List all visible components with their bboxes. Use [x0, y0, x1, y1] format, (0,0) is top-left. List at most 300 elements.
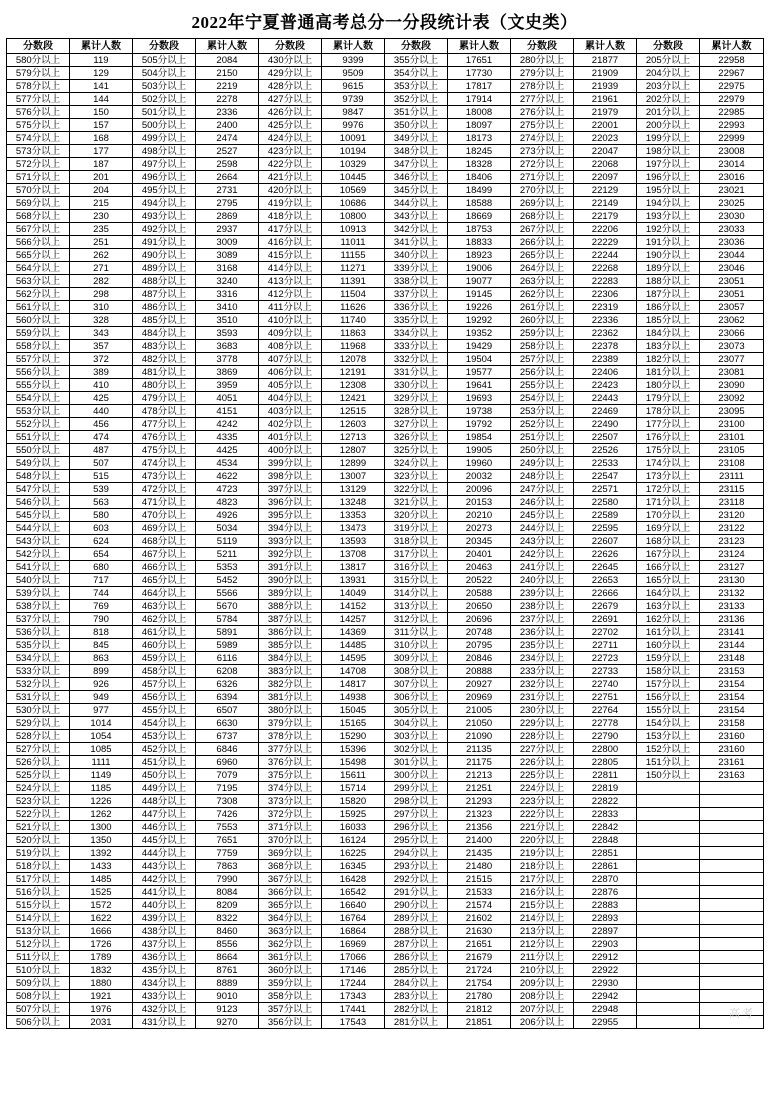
cumulative-count-cell: 21939: [574, 80, 637, 93]
cumulative-count-cell: 19006: [448, 262, 511, 275]
score-segment-cell: 318分以上: [385, 535, 448, 548]
cumulative-count-cell: 818: [70, 626, 133, 639]
watermark-label: 高考: [729, 1008, 755, 1020]
score-segment-cell: 495分以上: [133, 184, 196, 197]
cumulative-count-cell: 187: [70, 158, 133, 171]
score-segment-cell: 294分以上: [385, 847, 448, 860]
score-segment-cell: 270分以上: [511, 184, 574, 197]
score-segment-cell: 301分以上: [385, 756, 448, 769]
score-segment-cell: 530分以上: [7, 704, 70, 717]
cumulative-count-cell: 22469: [574, 405, 637, 418]
cumulative-count-cell: 23073: [700, 340, 764, 353]
cumulative-count-cell: [700, 977, 764, 990]
cumulative-count-cell: 1350: [70, 834, 133, 847]
score-segment-cell: 229分以上: [511, 717, 574, 730]
cumulative-count-cell: 6507: [196, 704, 259, 717]
cumulative-count-cell: 23081: [700, 366, 764, 379]
score-segment-cell: 276分以上: [511, 106, 574, 119]
score-segment-cell: 230分以上: [511, 704, 574, 717]
score-segment-cell: 562分以上: [7, 288, 70, 301]
cumulative-count-cell: 22268: [574, 262, 637, 275]
table-row: [7, 366, 764, 379]
score-segment-cell: 317分以上: [385, 548, 448, 561]
table-row: [7, 704, 764, 717]
cumulative-count-cell: 12899: [322, 457, 385, 470]
cumulative-count-cell: 16864: [322, 925, 385, 938]
score-segment-cell: 166分以上: [637, 561, 700, 574]
score-segment-cell: 463分以上: [133, 600, 196, 613]
cumulative-count-cell: 680: [70, 561, 133, 574]
table-row: [7, 886, 764, 899]
score-segment-cell: 320分以上: [385, 509, 448, 522]
cumulative-count-cell: 22979: [700, 93, 764, 106]
column-header: 分数段: [7, 39, 70, 54]
cumulative-count-cell: 9615: [322, 80, 385, 93]
score-segment-cell: 274分以上: [511, 132, 574, 145]
cumulative-count-cell: 16640: [322, 899, 385, 912]
score-segment-cell: 517分以上: [7, 873, 70, 886]
score-segment-cell: 481分以上: [133, 366, 196, 379]
score-segment-cell: 196分以上: [637, 171, 700, 184]
cumulative-count-cell: 21780: [448, 990, 511, 1003]
cumulative-count-cell: 21754: [448, 977, 511, 990]
cumulative-count-cell: 19693: [448, 392, 511, 405]
score-segment-cell: 158分以上: [637, 665, 700, 678]
score-segment-cell: 251分以上: [511, 431, 574, 444]
cumulative-count-cell: 11011: [322, 236, 385, 249]
score-segment-cell: 443分以上: [133, 860, 196, 873]
score-segment-cell: 403分以上: [259, 405, 322, 418]
table-row: [7, 964, 764, 977]
cumulative-count-cell: 22861: [574, 860, 637, 873]
cumulative-count-cell: 18753: [448, 223, 511, 236]
score-segment-cell: 238分以上: [511, 600, 574, 613]
score-segment-cell: 207分以上: [511, 1003, 574, 1016]
cumulative-count-cell: 9123: [196, 1003, 259, 1016]
cumulative-count-cell: 23033: [700, 223, 764, 236]
score-segment-cell: 210分以上: [511, 964, 574, 977]
cumulative-count-cell: 8556: [196, 938, 259, 951]
cumulative-count-cell: 22626: [574, 548, 637, 561]
cumulative-count-cell: 3410: [196, 301, 259, 314]
score-segment-cell: 269分以上: [511, 197, 574, 210]
cumulative-count-cell: 310: [70, 301, 133, 314]
score-segment-cell: 322分以上: [385, 483, 448, 496]
table-row: [7, 249, 764, 262]
cumulative-count-cell: 23095: [700, 405, 764, 418]
cumulative-count-cell: 22283: [574, 275, 637, 288]
cumulative-count-cell: 23160: [700, 730, 764, 743]
cumulative-count-cell: 22893: [574, 912, 637, 925]
score-segment-cell: 397分以上: [259, 483, 322, 496]
table-row: [7, 600, 764, 613]
score-segment-cell: 261分以上: [511, 301, 574, 314]
cumulative-count-cell: 654: [70, 548, 133, 561]
table-row: [7, 795, 764, 808]
cumulative-count-cell: 9399: [322, 54, 385, 67]
score-segment-cell: 313分以上: [385, 600, 448, 613]
cumulative-count-cell: 5211: [196, 548, 259, 561]
cumulative-count-cell: 1433: [70, 860, 133, 873]
score-segment-cell: 223分以上: [511, 795, 574, 808]
cumulative-count-cell: 328: [70, 314, 133, 327]
cumulative-count-cell: 23090: [700, 379, 764, 392]
score-segment-cell: [637, 847, 700, 860]
cumulative-count-cell: 1572: [70, 899, 133, 912]
cumulative-count-cell: 23144: [700, 639, 764, 652]
cumulative-count-cell: 3593: [196, 327, 259, 340]
cumulative-count-cell: 23051: [700, 288, 764, 301]
score-segment-cell: 501分以上: [133, 106, 196, 119]
table-row: [7, 821, 764, 834]
cumulative-count-cell: 7651: [196, 834, 259, 847]
cumulative-count-cell: 19429: [448, 340, 511, 353]
score-segment-cell: 292分以上: [385, 873, 448, 886]
cumulative-count-cell: 425: [70, 392, 133, 405]
column-header: 累计人数: [196, 39, 259, 54]
cumulative-count-cell: 22666: [574, 587, 637, 600]
score-segment-cell: 434分以上: [133, 977, 196, 990]
cumulative-count-cell: 2278: [196, 93, 259, 106]
score-segment-cell: [637, 899, 700, 912]
score-segment-cell: 401分以上: [259, 431, 322, 444]
score-segment-cell: 414分以上: [259, 262, 322, 275]
score-segment-cell: [637, 1003, 700, 1016]
score-segment-cell: 492分以上: [133, 223, 196, 236]
score-segment-cell: 231分以上: [511, 691, 574, 704]
table-row: [7, 1016, 764, 1029]
score-segment-cell: 188分以上: [637, 275, 700, 288]
table-row: [7, 457, 764, 470]
score-segment-cell: 461分以上: [133, 626, 196, 639]
score-segment-cell: 557分以上: [7, 353, 70, 366]
score-segment-cell: 160分以上: [637, 639, 700, 652]
score-segment-cell: 340分以上: [385, 249, 448, 262]
score-segment-cell: 507分以上: [7, 1003, 70, 1016]
cumulative-count-cell: 18588: [448, 197, 511, 210]
score-segment-cell: 431分以上: [133, 1016, 196, 1029]
score-segment-cell: 404分以上: [259, 392, 322, 405]
table-row: [7, 834, 764, 847]
cumulative-count-cell: 4335: [196, 431, 259, 444]
cumulative-count-cell: 9847: [322, 106, 385, 119]
table-row: [7, 808, 764, 821]
score-segment-cell: 474分以上: [133, 457, 196, 470]
cumulative-count-cell: 2664: [196, 171, 259, 184]
table-row: [7, 184, 764, 197]
score-segment-cell: 571分以上: [7, 171, 70, 184]
cumulative-count-cell: 22097: [574, 171, 637, 184]
score-segment-cell: 310分以上: [385, 639, 448, 652]
cumulative-count-cell: 22443: [574, 392, 637, 405]
cumulative-count-cell: 23100: [700, 418, 764, 431]
cumulative-count-cell: 2219: [196, 80, 259, 93]
cumulative-count-cell: 144: [70, 93, 133, 106]
score-segment-cell: [637, 821, 700, 834]
score-segment-cell: 249分以上: [511, 457, 574, 470]
score-segment-cell: 519分以上: [7, 847, 70, 860]
cumulative-count-cell: 17730: [448, 67, 511, 80]
score-segment-cell: 337分以上: [385, 288, 448, 301]
score-segment-cell: 330分以上: [385, 379, 448, 392]
score-segment-cell: 302分以上: [385, 743, 448, 756]
score-segment-cell: 168分以上: [637, 535, 700, 548]
table-row: [7, 912, 764, 925]
score-segment-cell: 203分以上: [637, 80, 700, 93]
score-segment-cell: 272分以上: [511, 158, 574, 171]
score-segment-cell: 288分以上: [385, 925, 448, 938]
score-segment-cell: 327分以上: [385, 418, 448, 431]
score-segment-cell: 432分以上: [133, 1003, 196, 1016]
cumulative-count-cell: 20846: [448, 652, 511, 665]
column-header: 分数段: [133, 39, 196, 54]
score-segment-cell: 319分以上: [385, 522, 448, 535]
score-segment-cell: 395分以上: [259, 509, 322, 522]
score-segment-cell: 383分以上: [259, 665, 322, 678]
cumulative-count-cell: 12603: [322, 418, 385, 431]
score-segment-cell: 312分以上: [385, 613, 448, 626]
score-segment-cell: 379分以上: [259, 717, 322, 730]
score-segment-cell: 240分以上: [511, 574, 574, 587]
cumulative-count-cell: 141: [70, 80, 133, 93]
table-row: [7, 613, 764, 626]
cumulative-count-cell: 6116: [196, 652, 259, 665]
cumulative-count-cell: 23105: [700, 444, 764, 457]
score-segment-cell: 570分以上: [7, 184, 70, 197]
cumulative-count-cell: 23148: [700, 652, 764, 665]
score-segment-cell: 156分以上: [637, 691, 700, 704]
score-segment-cell: 239分以上: [511, 587, 574, 600]
cumulative-count-cell: 13129: [322, 483, 385, 496]
score-segment-cell: 549分以上: [7, 457, 70, 470]
cumulative-count-cell: 22967: [700, 67, 764, 80]
score-segment-cell: 334分以上: [385, 327, 448, 340]
score-segment-cell: 348分以上: [385, 145, 448, 158]
score-segment-cell: 544分以上: [7, 522, 70, 535]
table-row: [7, 574, 764, 587]
table-row: [7, 80, 764, 93]
cumulative-count-cell: 23101: [700, 431, 764, 444]
score-segment-cell: 333分以上: [385, 340, 448, 353]
table-row: [7, 769, 764, 782]
cumulative-count-cell: 8209: [196, 899, 259, 912]
score-segment-cell: 287分以上: [385, 938, 448, 951]
cumulative-count-cell: 2031: [70, 1016, 133, 1029]
cumulative-count-cell: 20795: [448, 639, 511, 652]
score-segment-cell: 293分以上: [385, 860, 448, 873]
cumulative-count-cell: 16428: [322, 873, 385, 886]
score-segment-cell: 502分以上: [133, 93, 196, 106]
cumulative-count-cell: 262: [70, 249, 133, 262]
score-segment-cell: 289分以上: [385, 912, 448, 925]
score-segment-cell: 522分以上: [7, 808, 70, 821]
score-segment-cell: 456分以上: [133, 691, 196, 704]
cumulative-count-cell: 19226: [448, 301, 511, 314]
score-segment-cell: 447分以上: [133, 808, 196, 821]
score-segment-cell: 490分以上: [133, 249, 196, 262]
score-segment-cell: 371分以上: [259, 821, 322, 834]
score-segment-cell: 308分以上: [385, 665, 448, 678]
cumulative-count-cell: 12713: [322, 431, 385, 444]
cumulative-count-cell: [700, 847, 764, 860]
cumulative-count-cell: 19792: [448, 418, 511, 431]
cumulative-count-cell: 744: [70, 587, 133, 600]
score-segment-cell: 561分以上: [7, 301, 70, 314]
cumulative-count-cell: 23163: [700, 769, 764, 782]
score-segment-cell: 376分以上: [259, 756, 322, 769]
score-segment-cell: 386分以上: [259, 626, 322, 639]
cumulative-count-cell: 23030: [700, 210, 764, 223]
score-segment-cell: [637, 834, 700, 847]
score-segment-cell: 533分以上: [7, 665, 70, 678]
score-segment-cell: 278分以上: [511, 80, 574, 93]
cumulative-count-cell: 4051: [196, 392, 259, 405]
cumulative-count-cell: 23136: [700, 613, 764, 626]
cumulative-count-cell: 22653: [574, 574, 637, 587]
cumulative-count-cell: 3089: [196, 249, 259, 262]
cumulative-count-cell: 5452: [196, 574, 259, 587]
score-segment-cell: 550分以上: [7, 444, 70, 457]
score-segment-cell: 351分以上: [385, 106, 448, 119]
cumulative-count-cell: 507: [70, 457, 133, 470]
score-segment-cell: 321分以上: [385, 496, 448, 509]
cumulative-count-cell: 19504: [448, 353, 511, 366]
cumulative-count-cell: 357: [70, 340, 133, 353]
column-header: 分数段: [637, 39, 700, 54]
cumulative-count-cell: 14485: [322, 639, 385, 652]
cumulative-count-cell: 21323: [448, 808, 511, 821]
cumulative-count-cell: 22912: [574, 951, 637, 964]
table-row: [7, 158, 764, 171]
cumulative-count-cell: 21293: [448, 795, 511, 808]
cumulative-count-cell: 790: [70, 613, 133, 626]
cumulative-count-cell: 6394: [196, 691, 259, 704]
cumulative-count-cell: 20650: [448, 600, 511, 613]
score-segment-cell: 233分以上: [511, 665, 574, 678]
score-segment-cell: 216分以上: [511, 886, 574, 899]
score-segment-cell: 399分以上: [259, 457, 322, 470]
score-segment-cell: 499分以上: [133, 132, 196, 145]
cumulative-count-cell: 3959: [196, 379, 259, 392]
cumulative-count-cell: 22336: [574, 314, 637, 327]
cumulative-count-cell: 13708: [322, 548, 385, 561]
cumulative-count-cell: 18499: [448, 184, 511, 197]
score-segment-cell: 206分以上: [511, 1016, 574, 1029]
cumulative-count-cell: 7079: [196, 769, 259, 782]
score-segment-cell: 296分以上: [385, 821, 448, 834]
table-row: [7, 678, 764, 691]
cumulative-count-cell: 5670: [196, 600, 259, 613]
table-row: [7, 652, 764, 665]
score-segment-cell: 518分以上: [7, 860, 70, 873]
cumulative-count-cell: 15045: [322, 704, 385, 717]
score-segment-cell: 514分以上: [7, 912, 70, 925]
cumulative-count-cell: 6846: [196, 743, 259, 756]
score-segment-cell: 255分以上: [511, 379, 574, 392]
score-segment-cell: 241分以上: [511, 561, 574, 574]
cumulative-count-cell: 20927: [448, 678, 511, 691]
cumulative-count-cell: 22948: [574, 1003, 637, 1016]
cumulative-count-cell: 12078: [322, 353, 385, 366]
cumulative-count-cell: 563: [70, 496, 133, 509]
score-segment-cell: [637, 873, 700, 886]
score-segment-cell: 303分以上: [385, 730, 448, 743]
cumulative-count-cell: 12191: [322, 366, 385, 379]
cumulative-count-cell: 23016: [700, 171, 764, 184]
score-segment-cell: 453分以上: [133, 730, 196, 743]
score-segment-cell: 345分以上: [385, 184, 448, 197]
score-segment-cell: 528分以上: [7, 730, 70, 743]
cumulative-count-cell: 22848: [574, 834, 637, 847]
score-segment-cell: 553分以上: [7, 405, 70, 418]
score-segment-cell: 450分以上: [133, 769, 196, 782]
score-segment-cell: 338分以上: [385, 275, 448, 288]
cumulative-count-cell: 20273: [448, 522, 511, 535]
cumulative-count-cell: 23154: [700, 678, 764, 691]
score-segment-cell: [637, 951, 700, 964]
score-segment-cell: 438分以上: [133, 925, 196, 938]
score-segment-cell: 477分以上: [133, 418, 196, 431]
cumulative-count-cell: 22740: [574, 678, 637, 691]
cumulative-count-cell: 1485: [70, 873, 133, 886]
cumulative-count-cell: 13248: [322, 496, 385, 509]
cumulative-count-cell: 22999: [700, 132, 764, 145]
cumulative-count-cell: [700, 834, 764, 847]
cumulative-count-cell: 22778: [574, 717, 637, 730]
score-segment-cell: 363分以上: [259, 925, 322, 938]
score-segment-cell: 248分以上: [511, 470, 574, 483]
score-segment-cell: 391分以上: [259, 561, 322, 574]
cumulative-count-cell: 22507: [574, 431, 637, 444]
cumulative-count-cell: 9509: [322, 67, 385, 80]
score-segment-cell: 483分以上: [133, 340, 196, 353]
cumulative-count-cell: 18669: [448, 210, 511, 223]
score-segment-cell: 467分以上: [133, 548, 196, 561]
score-segment-cell: 441分以上: [133, 886, 196, 899]
cumulative-count-cell: 13007: [322, 470, 385, 483]
cumulative-count-cell: 23115: [700, 483, 764, 496]
cumulative-count-cell: 22229: [574, 236, 637, 249]
cumulative-count-cell: 8889: [196, 977, 259, 990]
score-segment-cell: 329分以上: [385, 392, 448, 405]
score-segment-cell: 440分以上: [133, 899, 196, 912]
cumulative-count-cell: 19352: [448, 327, 511, 340]
score-segment-cell: 394分以上: [259, 522, 322, 535]
score-segment-cell: 176分以上: [637, 431, 700, 444]
cumulative-count-cell: 487: [70, 444, 133, 457]
table-row: [7, 548, 764, 561]
cumulative-count-cell: 1880: [70, 977, 133, 990]
score-segment-cell: 184分以上: [637, 327, 700, 340]
score-segment-cell: 445分以上: [133, 834, 196, 847]
cumulative-count-cell: [700, 808, 764, 821]
score-segment-cell: 524分以上: [7, 782, 70, 795]
score-segment-cell: 388分以上: [259, 600, 322, 613]
cumulative-count-cell: 3510: [196, 314, 259, 327]
score-segment-cell: 285分以上: [385, 964, 448, 977]
score-segment-cell: 225分以上: [511, 769, 574, 782]
cumulative-count-cell: 23077: [700, 353, 764, 366]
table-row: [7, 925, 764, 938]
score-segment-cell: 236分以上: [511, 626, 574, 639]
score-segment-cell: 457分以上: [133, 678, 196, 691]
score-segment-cell: 316分以上: [385, 561, 448, 574]
cumulative-count-cell: 23062: [700, 314, 764, 327]
cumulative-count-cell: 21909: [574, 67, 637, 80]
score-segment-cell: 491分以上: [133, 236, 196, 249]
cumulative-count-cell: 16225: [322, 847, 385, 860]
cumulative-count-cell: 13931: [322, 574, 385, 587]
